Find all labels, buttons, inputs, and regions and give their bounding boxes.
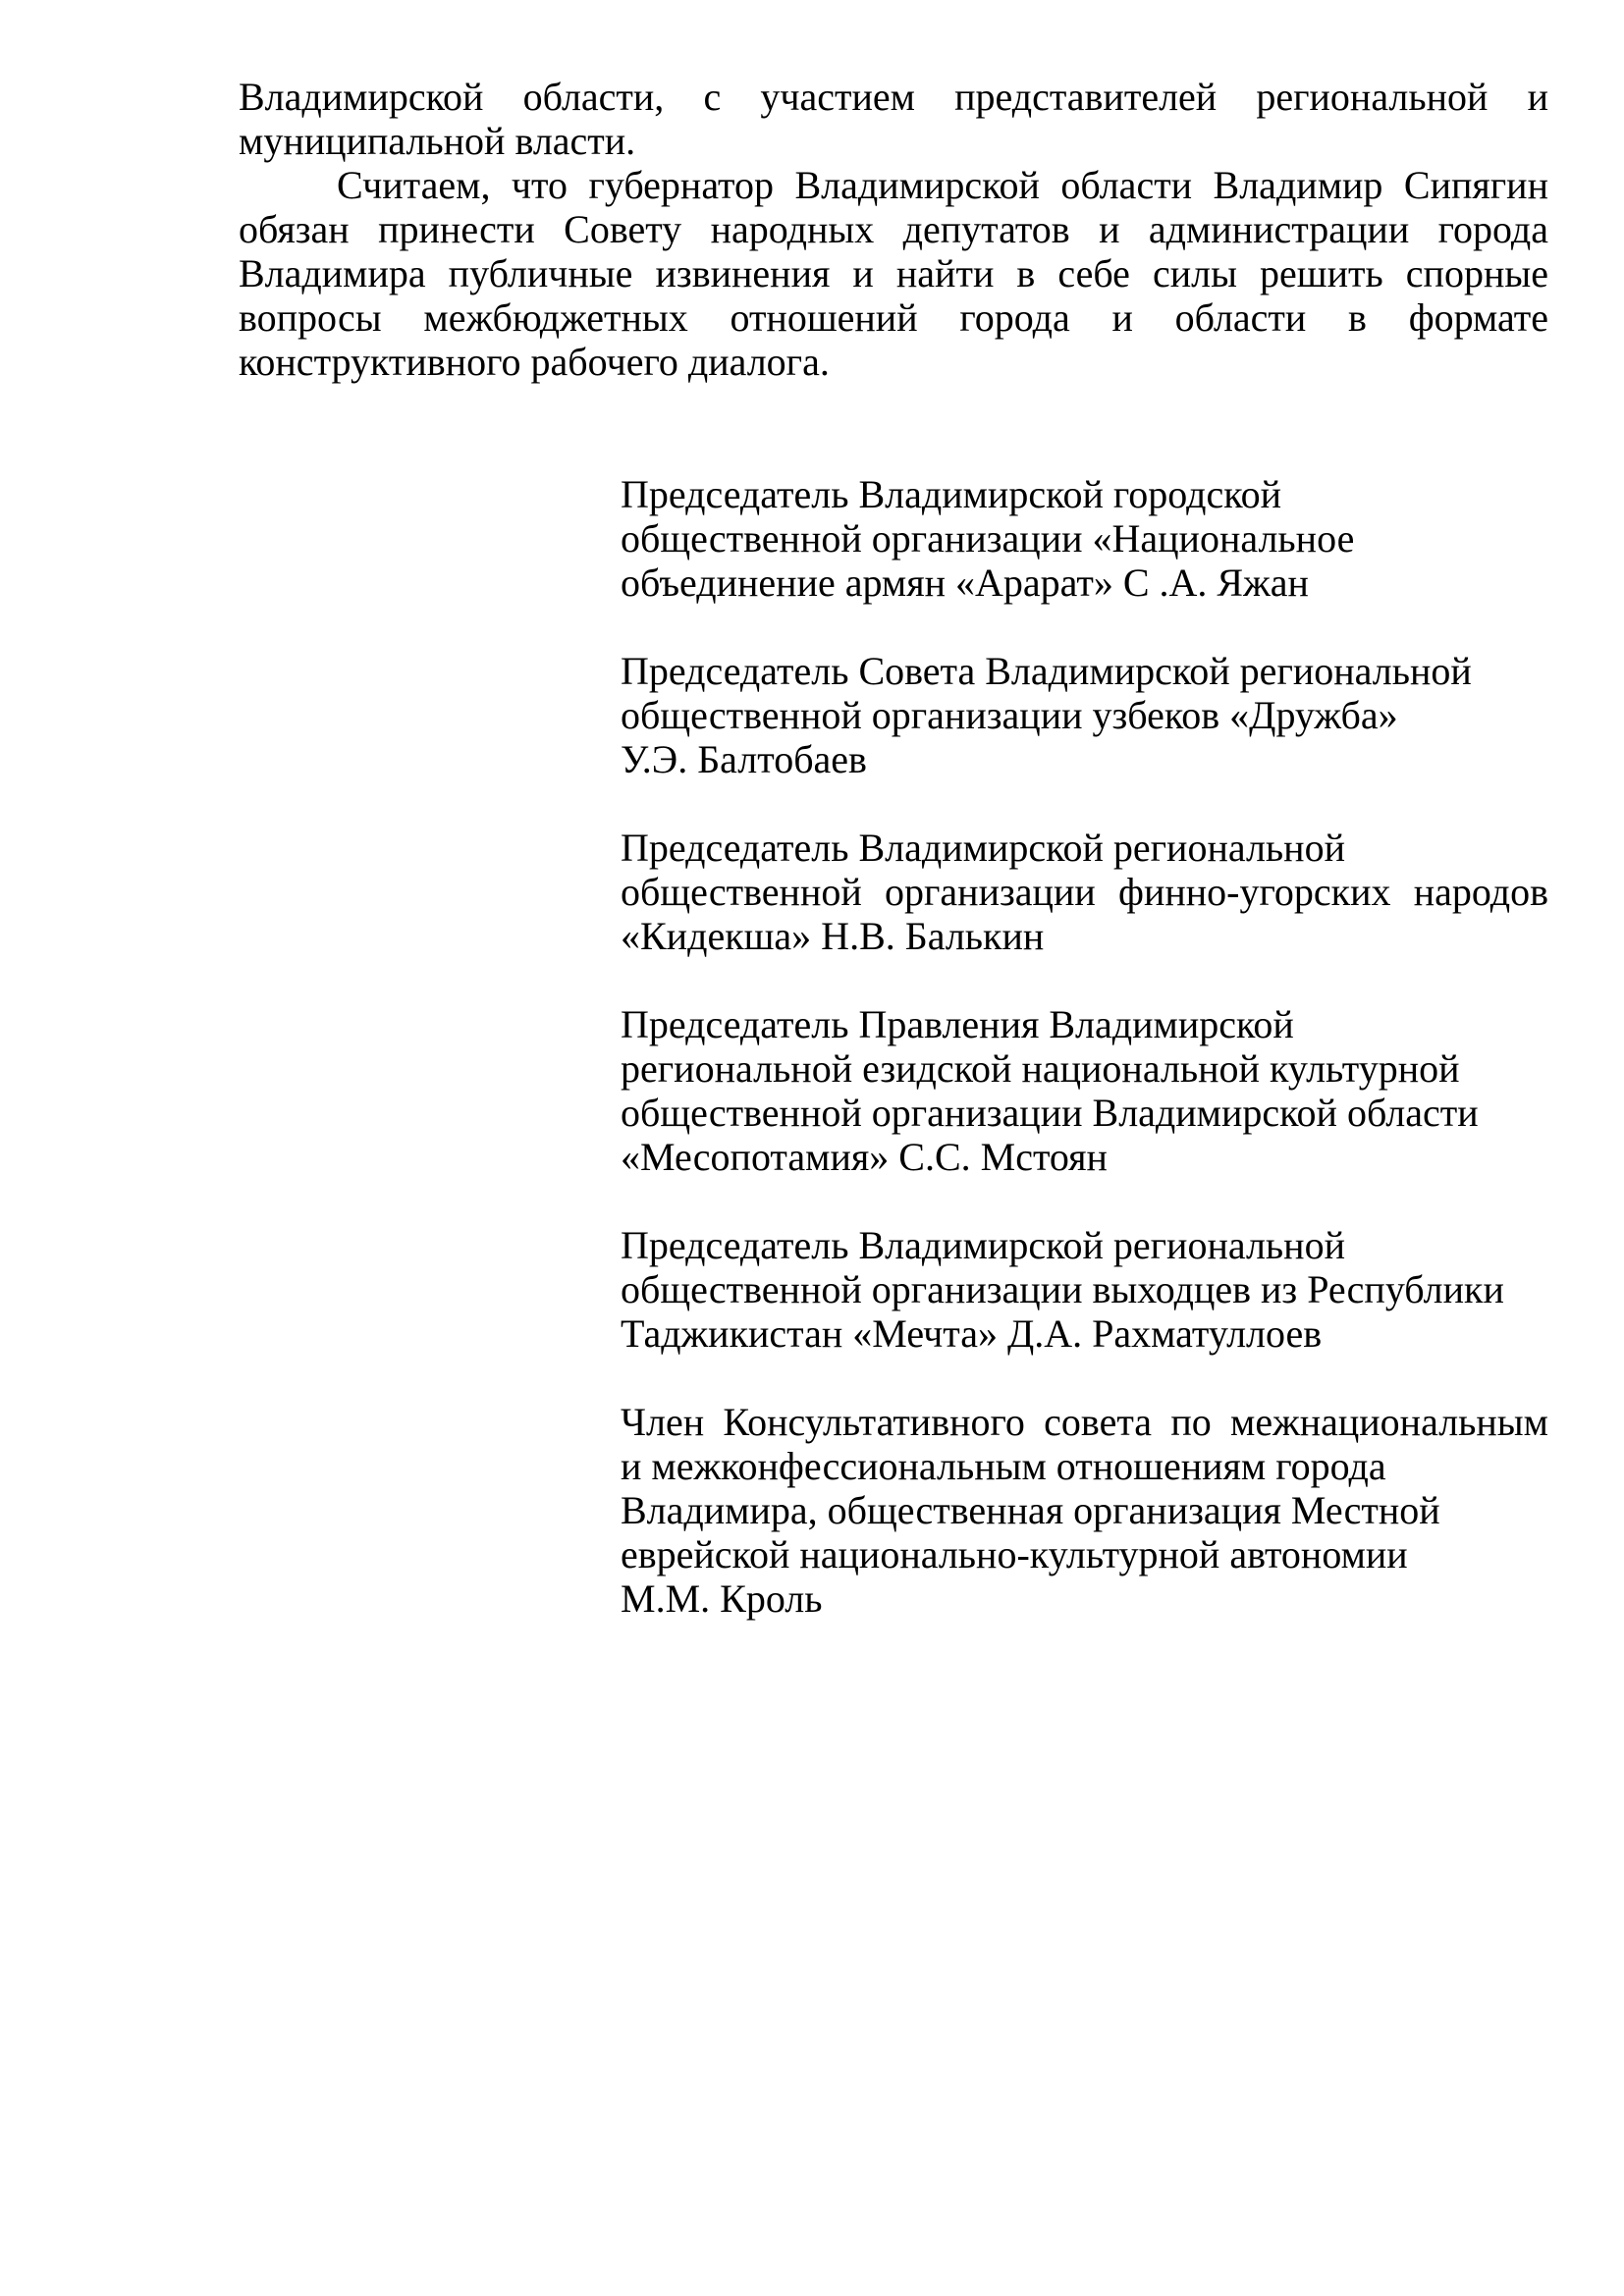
text-line: общественной организации финно-угорских народов — [621, 870, 1548, 914]
text-line: Председатель Совета Владимирской региональной — [621, 649, 1472, 693]
vertical-space — [239, 384, 1548, 472]
vertical-space — [239, 958, 1548, 1002]
text-line: Владимира публичные извинения и найти в себе силы решить спорные — [239, 251, 1548, 295]
text-line: Председатель Правления Владимирской — [621, 1002, 1294, 1046]
document-content — [239, 75, 1548, 1621]
text-line: региональной езидской национальной культурной — [621, 1046, 1460, 1091]
signature-block-ararat — [621, 472, 1548, 605]
body-paragraph-1 — [239, 75, 1548, 163]
text-line: и межконфессиональным отношениям города — [621, 1444, 1386, 1488]
text-line: Председатель Владимирской городской — [621, 472, 1282, 516]
text-line: Владимира, общественная организация Местной — [621, 1488, 1440, 1532]
signature-block-krol — [621, 1400, 1548, 1621]
text-line: Член Консультативного совета по межнациональным — [621, 1400, 1548, 1444]
text-line: общественной организации узбеков «Дружба» — [621, 693, 1398, 737]
vertical-space — [239, 1356, 1548, 1400]
text-line: муниципальной власти. — [239, 119, 636, 163]
text-line: вопросы межбюджетных отношений города и области в формате — [239, 295, 1548, 340]
text-line: обязан принести Совету народных депутатов и администрации города — [239, 207, 1548, 251]
text-line: Считаем, что губернатор Владимирской области Владимир Сипягин — [337, 163, 1548, 207]
text-line: конструктивного рабочего диалога. — [239, 340, 830, 384]
body-paragraph-2 — [239, 163, 1548, 384]
text-line: «Месопотамия» С.С. Мстоян — [621, 1135, 1108, 1179]
signature-block-mechta — [621, 1223, 1548, 1356]
text-line: Таджикистан «Мечта» Д.А. Рахматуллоев — [621, 1311, 1323, 1356]
text-line: Председатель Владимирской региональной — [621, 826, 1345, 870]
signature-block-druzhba — [621, 649, 1548, 781]
text-line: Владимирской области, с участием представителей региональной и — [239, 75, 1548, 119]
text-line: «Кидекша» Н.В. Балькин — [621, 914, 1045, 958]
vertical-space — [239, 781, 1548, 826]
text-line: У.Э. Балтобаев — [621, 737, 867, 781]
text-line: общественной организации «Национальное — [621, 516, 1355, 561]
vertical-space — [239, 1179, 1548, 1223]
signature-block-mesopotamia — [621, 1002, 1548, 1179]
text-line: Председатель Владимирской региональной — [621, 1223, 1345, 1267]
vertical-space — [239, 605, 1548, 649]
text-line: М.М. Кроль — [621, 1576, 823, 1621]
text-line: общественной организации Владимирской области — [621, 1091, 1479, 1135]
text-line: общественной организации выходцев из Республики — [621, 1267, 1504, 1311]
signature-block-kideksha — [621, 826, 1548, 958]
text-line: объединение армян «Арарат» С .А. Яжан — [621, 561, 1309, 605]
text-line: еврейской национально-культурной автономии — [621, 1532, 1408, 1576]
